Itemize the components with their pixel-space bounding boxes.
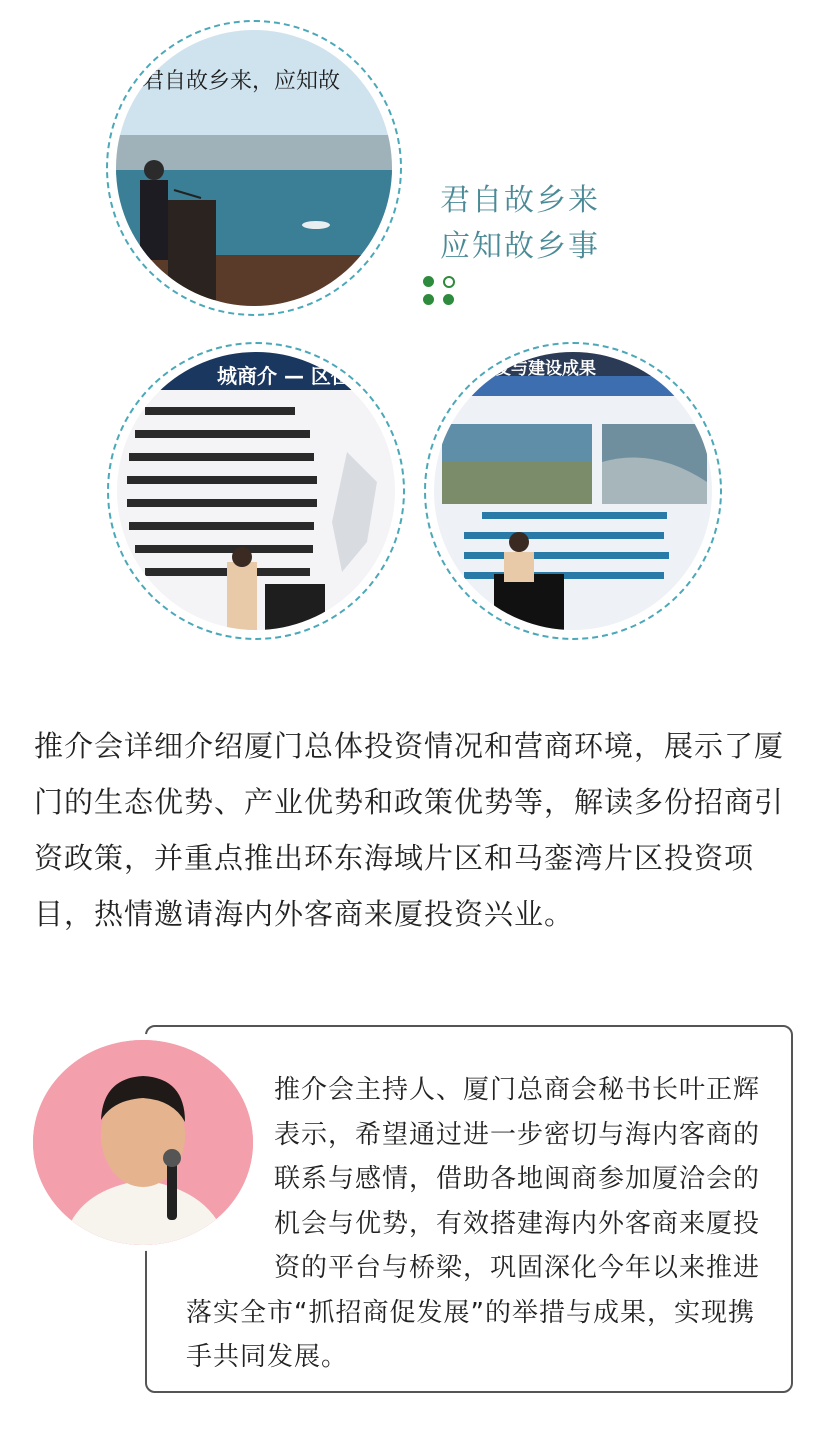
host-quote-text (186, 1068, 761, 1380)
left-photo (117, 352, 395, 630)
intro-paragraph: 推介会详细介绍厦门总体投资情况和营商环境，展示了厦门的生态优势、产业优势和政策优势等，解读多份招商引资政策，并重点推出环东海域片区和马銮湾片区投资项目，热情邀请海内外客商来厦投资兴业。 (34, 729, 785, 931)
banner-text: 君自故乡来，应知故 (142, 69, 341, 94)
poem-quote (440, 178, 600, 270)
left-slide-title: 城商介 — 区位 (217, 364, 351, 388)
host-photo (33, 1040, 253, 1245)
host-quote-content: 推介会主持人、厦门总商会秘书长叶正辉表示，希望通过进一步密切与海内客商的联系与感情，借助各地闽商参加厦洽会的机会与优势，有效搭建海内外客商来厦投资的平台与桥梁，巩固深化今年以来推进落实全市“抓招商促发展”的举措与成果，实现携手共同发展。 (186, 1075, 761, 1372)
right-slide-title: 发与建设成果 (494, 359, 596, 379)
right-photo (434, 352, 712, 630)
poem-line-1: 君自故乡来 (440, 183, 600, 218)
poem-line-2: 应知故乡事 (440, 229, 600, 264)
decorative-dots-icon (423, 276, 459, 308)
top-photo (116, 30, 392, 306)
